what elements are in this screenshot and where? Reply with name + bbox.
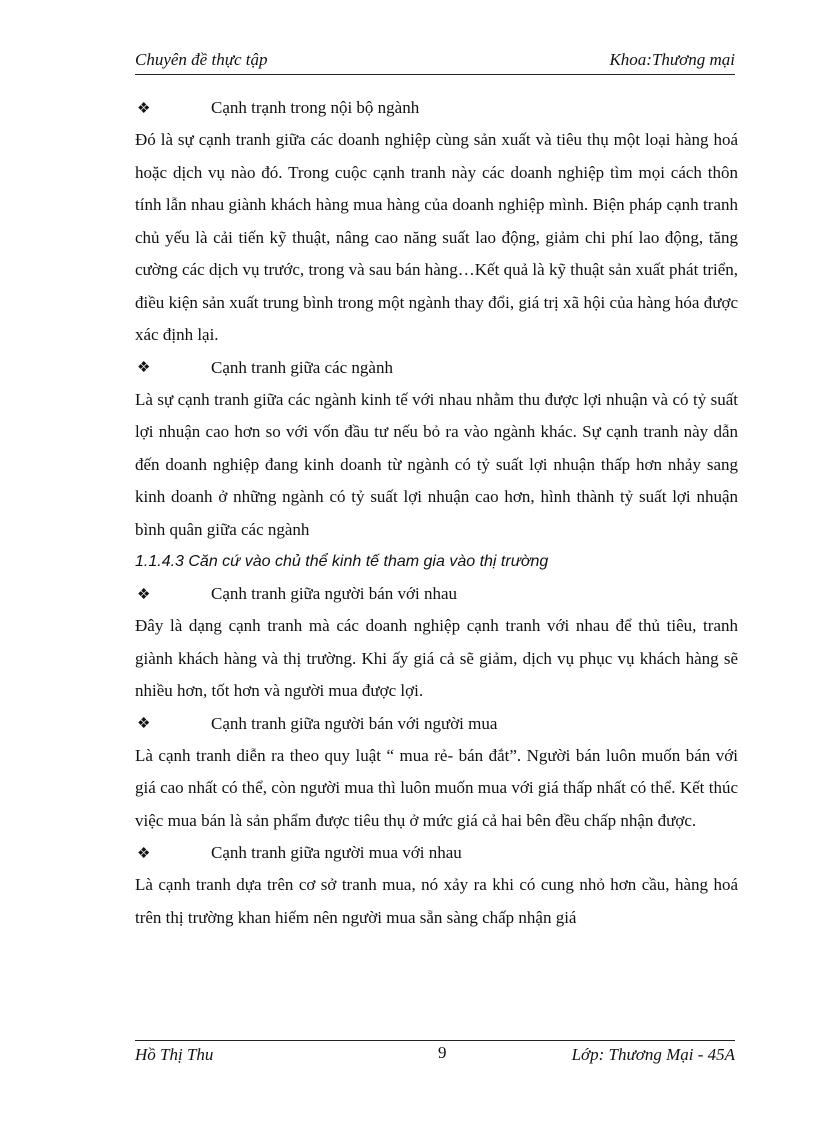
diamond-bullet-icon: ❖ <box>137 845 151 862</box>
bullet-heading-text: Cạnh tranh giữa người bán với người mua <box>211 713 498 733</box>
bullet-heading <box>135 837 738 869</box>
section-subheading: 1.1.4.3 Căn cứ vào chủ thể kinh tế tham gia vào thị trường <box>135 553 549 570</box>
bullet-heading <box>135 92 738 124</box>
paragraph: Là sự cạnh tranh giữa các ngành kinh tế với nhau nhằm thu được lợi nhuận và có tỷ suất lợi nhuận cao hơn so với vốn đầu tư nếu bỏ ra vào ngành khác. Sự cạnh tranh này dẫn đến doanh nghiệp đang kinh doanh từ ngành có tỷ suất lợi nhuận thấp hơn nhảy sang kinh doanh ở những ngành có tỷ suất lợi nhuận cao hơn, hình thành tỷ suất lợi nhuận bình quân giữa các ngành <box>135 389 738 539</box>
diamond-bullet-icon: ❖ <box>137 360 151 376</box>
bullet-heading <box>135 708 738 740</box>
footer-author: Hồ Thị Thu <box>135 1045 214 1064</box>
page-number: 9 <box>438 1043 447 1062</box>
bullet-heading-text: Cạnh trạnh trong nội bộ ngành <box>211 98 420 117</box>
header-title: Chuyên đề thực tập <box>135 50 268 69</box>
paragraph: Là cạnh tranh dựa trên cơ sở tranh mua, nó xảy ra khi có cung nhỏ hơn cầu, hàng hoá trên thị trường khan hiếm nên người mua sẵn sàng chấp nhận giá <box>135 875 738 927</box>
bullet-heading <box>135 352 738 384</box>
bullet-heading-text: Cạnh tranh giữa người bán với nhau <box>211 584 458 603</box>
bullet-heading <box>135 578 738 610</box>
paragraph: Là cạnh tranh diễn ra theo quy luật “ mua rẻ- bán đắt”. Người bán luôn muốn bán với giá cao nhất có thể, còn người mua thì luôn muốn mua với giá thấp nhất có thể. Kết thúc việc mua bán là sản phẩm được tiêu thụ ở mức giá cả hai bên đều chấp nhận được. <box>135 745 738 830</box>
footer-class: Lớp: Thương Mại - 45A <box>571 1045 735 1064</box>
paragraph: Đây là dạng cạnh tranh mà các doanh nghiệp cạnh tranh với nhau để thủ tiêu, tranh giành khách hàng và thị trường. Khi ấy giá cả sẽ giảm, dịch vụ phục vụ khách hàng sẽ nhiều hơn, tốt hơn và người mua được lợi. <box>135 616 738 700</box>
bullet-heading-text: Cạnh tranh giữa các ngành <box>211 357 393 377</box>
document-body <box>135 92 738 934</box>
page-footer <box>135 1040 735 1071</box>
diamond-bullet-icon: ❖ <box>137 586 151 603</box>
header-faculty: Khoa:Thương mại <box>609 50 735 69</box>
bullet-heading-text: Cạnh tranh giữa người mua với nhau <box>211 843 462 862</box>
diamond-bullet-icon: ❖ <box>137 716 151 732</box>
page-header <box>135 48 735 75</box>
paragraph: Đó là sự cạnh tranh giữa các doanh nghiệp cùng sản xuất và tiêu thụ một loại hàng hoá hoặc dịch vụ nào đó. Trong cuộc cạnh tranh này các doanh nghiệp tìm mọi cách thôn tính lẫn nhau giành khách hàng mua hàng của doanh nghiệp mình. Biện pháp cạnh tranh chủ yếu là cải tiến kỹ thuật, nâng cao năng suất lao động, giảm chi phí lao động, tăng cường các dịch vụ trước, trong và sau bán hàng…Kết quả là kỹ thuật sản xuất phát triển, điều kiện sản xuất trung bình trong một ngành thay đổi, giá trị xã hội của hàng hóa được xác định lại. <box>135 130 738 344</box>
diamond-bullet-icon: ❖ <box>137 100 151 117</box>
